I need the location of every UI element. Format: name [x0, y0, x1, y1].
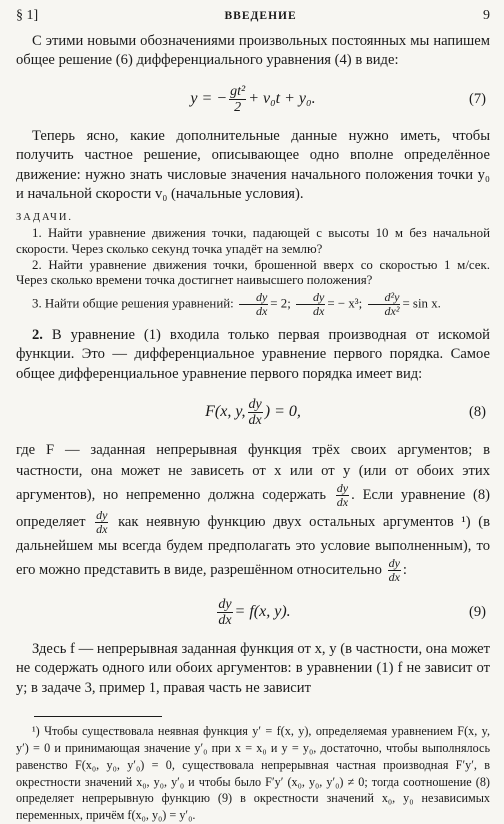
equation-7: [16, 79, 490, 119]
section-number: 2.: [32, 326, 43, 343]
eq9-number: (9): [468, 604, 486, 621]
eq8-number: (8): [468, 404, 486, 421]
page-number: 9: [482, 8, 490, 23]
problems-heading: ЗАДАЧИ.: [16, 212, 74, 224]
footnote-1: ¹) Чтобы существовала неявная функция y′ = f(x, y), определяемая уравнением F(x, y, y′) = 0 и принимающая значение y′₀ при x = x₀ и y = y₀, достаточно, чтобы выполнялось равенство F(x₀, y₀, y′₀) = 0, существовала непрерывная частная производная F′y′, в окрестности значений x₀, y₀, y′₀ и чтобы было F′y′ (x₀, y₀, y′₀) ≠ 0; тогда соотношение (8) определяет непрерывную функцию (9) в окрестности значений x₀, y₀ независимых переменных, причём f(x₀, y₀) = y′₀.: [16, 724, 490, 823]
problem-1: 1. Найти уравнение движения точки, падающей с высоты 10 м без начальной скорости. Через сколько секунд точка упадёт на землю?: [16, 226, 490, 257]
equation-8: F(x, y, $\frac{dy}{dx}$ ) = 0, (8): [16, 392, 490, 432]
problem-2: 2. Найти уравнение движения точки, брошенной вверх со скоростью 1 м/сек. Через сколько времени точка достигнет наивысшего положения?: [16, 257, 490, 288]
equation-9: $\frac{dy}{dx}$ = f(x, y). (9): [16, 592, 490, 632]
problem-3: 3. Найти общие решения уравнений: $\frac{dy}{dx}$ = 2; $\frac{dy}{dx}$ = − x³; $\frac{\text{d²y}}{\text{dx²}}$ = sin x.: [32, 289, 441, 318]
paragraph-general-solution: С этими новыми обозначениями произвольных постоянных мы напишем общее решение (6) дифференциального уравнения (4) в виде:: [16, 33, 490, 69]
running-title: ВВЕДЕНИЕ: [224, 10, 297, 22]
footnote-separator: [34, 716, 162, 717]
paragraph-continuous-function: Здесь f — непрерывная заданная функция от x, y (в частности, она может не содержать одного или обоих аргументов: в уравнении (1) f не зависит от y; в задаче 3, пример 1, правая часть не зависит: [16, 641, 490, 696]
eq7-rest: + v₀t + y₀.: [248, 89, 316, 107]
eq7-number: (7): [468, 90, 486, 107]
paragraph-first-order: 2. В уравнение (1) входила только первая производная от искомой функции. Это — дифференциальное уравнение первого порядка. Самое общее дифференциальное уравнение первого порядка имеет вид:: [16, 326, 490, 382]
running-header: [16, 8, 490, 24]
eq7-fraction: $\frac{\text{gt²}}{2}$: [230, 83, 246, 115]
eq7-lhs: y = −: [190, 89, 228, 107]
paragraph-initial-conditions: Теперь ясно, какие дополнительные данные нужно иметь, чтобы получить частное решение, описывающее одно вполне определённое движение: нужно знать числовые значения начального положения точки y₀ и начальной скорости v₀ (начальные условия).: [16, 127, 490, 203]
section-marker: § 1]: [16, 8, 39, 23]
paragraph-implicit-function: где F — заданная непрерывная функция трёх своих аргументов; в частности, она может не зависеть от x или от y (или от обоих этих аргументов), но непременно должна содержать $\frac{dy}{dx}$ . Если уравнение (8) определяет $\frac{dy}{dx}$ как неявную функцию двух остальных аргументов ¹) (в дальнейшем мы всегда будем предполагать это условие выполненным), то его можно представить в виде, разрешённом относительно $\frac{dy}{dx}$ :: [16, 442, 490, 585]
footnote-block: [16, 723, 490, 824]
problems-block: [16, 212, 490, 317]
